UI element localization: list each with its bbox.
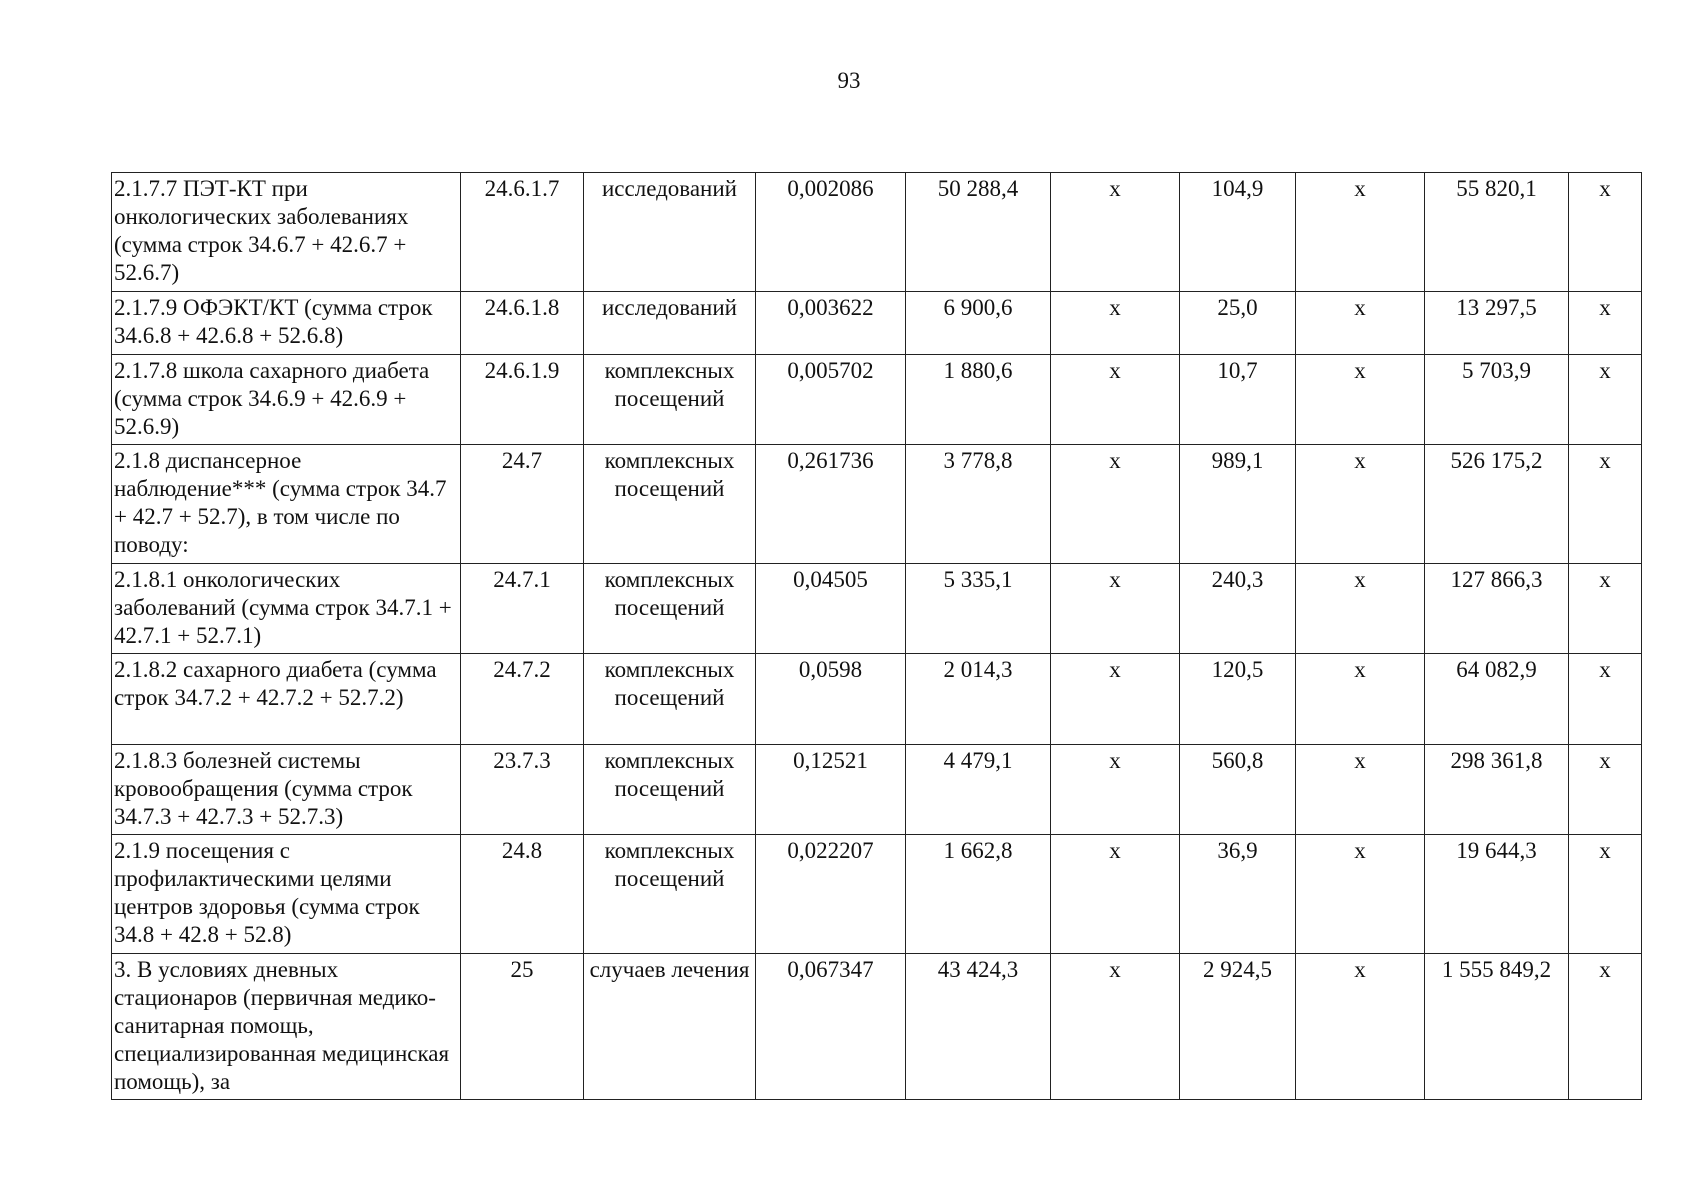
table-row bbox=[112, 292, 1642, 355]
row-value-cell: х bbox=[1296, 355, 1425, 445]
row-unit-cell: исследований bbox=[584, 173, 756, 292]
row-value-cell: 5 703,9 bbox=[1425, 355, 1569, 445]
row-value-cell: х bbox=[1569, 564, 1642, 654]
row-value-cell: 1 662,8 bbox=[906, 835, 1051, 954]
row-unit-cell: комплексных посещений bbox=[584, 745, 756, 835]
table-row bbox=[112, 445, 1642, 564]
row-value-cell: 0,04505 bbox=[756, 564, 906, 654]
row-value-cell: х bbox=[1296, 292, 1425, 355]
row-value-cell: 10,7 bbox=[1180, 355, 1296, 445]
row-value-cell: х bbox=[1296, 954, 1425, 1100]
row-value-cell: 1 880,6 bbox=[906, 355, 1051, 445]
table-row bbox=[112, 355, 1642, 445]
row-name-cell: 2.1.8.1 онкологических заболеваний (сумма строк 34.7.1 + 42.7.1 + 52.7.1) bbox=[112, 564, 461, 654]
row-name-cell: 2.1.8.2 сахарного диабета (сумма строк 34.7.2 + 42.7.2 + 52.7.2) bbox=[112, 654, 461, 745]
page-number: 93 bbox=[837, 68, 861, 93]
row-value-cell: 4 479,1 bbox=[906, 745, 1051, 835]
row-value-cell: х bbox=[1569, 173, 1642, 292]
row-value-cell: 0,002086 bbox=[756, 173, 906, 292]
row-unit-cell: комплексных посещений bbox=[584, 835, 756, 954]
row-code-cell: 25 bbox=[461, 954, 584, 1100]
row-value-cell: 6 900,6 bbox=[906, 292, 1051, 355]
row-value-cell: х bbox=[1051, 355, 1180, 445]
row-value-cell: 0,003622 bbox=[756, 292, 906, 355]
row-value-cell: х bbox=[1051, 173, 1180, 292]
row-value-cell: х bbox=[1569, 355, 1642, 445]
row-value-cell: 36,9 bbox=[1180, 835, 1296, 954]
row-value-cell: х bbox=[1051, 745, 1180, 835]
row-value-cell: х bbox=[1051, 445, 1180, 564]
row-value-cell: х bbox=[1296, 173, 1425, 292]
row-value-cell: 3 778,8 bbox=[906, 445, 1051, 564]
row-unit-cell: комплексных посещений bbox=[584, 654, 756, 745]
row-code-cell: 24.6.1.7 bbox=[461, 173, 584, 292]
table-row bbox=[112, 745, 1642, 835]
row-value-cell: 104,9 bbox=[1180, 173, 1296, 292]
row-value-cell: 50 288,4 bbox=[906, 173, 1051, 292]
row-value-cell: х bbox=[1569, 292, 1642, 355]
row-unit-cell: комплексных посещений bbox=[584, 355, 756, 445]
row-value-cell: 13 297,5 bbox=[1425, 292, 1569, 355]
row-name-cell: 2.1.7.9 ОФЭКТ/КТ (сумма строк 34.6.8 + 42.6.8 + 52.6.8) bbox=[112, 292, 461, 355]
row-value-cell: 2 014,3 bbox=[906, 654, 1051, 745]
row-name-cell: 2.1.9 посещения с профилактическими целями центров здоровья (сумма строк 34.8 + 42.8 + 52.8) bbox=[112, 835, 461, 954]
row-value-cell: х bbox=[1569, 835, 1642, 954]
row-value-cell: х bbox=[1296, 835, 1425, 954]
row-value-cell: х bbox=[1296, 445, 1425, 564]
row-value-cell: х bbox=[1051, 835, 1180, 954]
row-value-cell: х bbox=[1296, 654, 1425, 745]
row-value-cell: 2 924,5 bbox=[1180, 954, 1296, 1100]
row-value-cell: 0,067347 bbox=[756, 954, 906, 1100]
row-code-cell: 24.7.1 bbox=[461, 564, 584, 654]
row-value-cell: 0,0598 bbox=[756, 654, 906, 745]
row-value-cell: 560,8 bbox=[1180, 745, 1296, 835]
row-value-cell: х bbox=[1051, 654, 1180, 745]
row-value-cell: 0,12521 bbox=[756, 745, 906, 835]
row-value-cell: х bbox=[1569, 745, 1642, 835]
row-value-cell: 298 361,8 bbox=[1425, 745, 1569, 835]
row-value-cell: х bbox=[1051, 564, 1180, 654]
data-table bbox=[111, 172, 1642, 1100]
row-value-cell: 240,3 bbox=[1180, 564, 1296, 654]
row-value-cell: 0,261736 bbox=[756, 445, 906, 564]
row-name-cell: 2.1.8.3 болезней системы кровообращения (сумма строк 34.7.3 + 42.7.3 + 52.7.3) bbox=[112, 745, 461, 835]
row-value-cell: х bbox=[1051, 954, 1180, 1100]
row-value-cell: х bbox=[1296, 745, 1425, 835]
row-code-cell: 23.7.3 bbox=[461, 745, 584, 835]
row-value-cell: 127 866,3 bbox=[1425, 564, 1569, 654]
row-value-cell: 5 335,1 bbox=[906, 564, 1051, 654]
row-unit-cell: комплексных посещений bbox=[584, 564, 756, 654]
row-name-cell: 2.1.8 диспансерное наблюдение*** (сумма строк 34.7 + 42.7 + 52.7), в том числе по поводу: bbox=[112, 445, 461, 564]
row-unit-cell: исследований bbox=[584, 292, 756, 355]
row-code-cell: 24.7.2 bbox=[461, 654, 584, 745]
table-row bbox=[112, 835, 1642, 954]
row-value-cell: 64 082,9 bbox=[1425, 654, 1569, 745]
row-value-cell: 25,0 bbox=[1180, 292, 1296, 355]
row-value-cell: х bbox=[1569, 445, 1642, 564]
row-name-cell: 2.1.7.8 школа сахарного диабета (сумма строк 34.6.9 + 42.6.9 + 52.6.9) bbox=[112, 355, 461, 445]
row-code-cell: 24.7 bbox=[461, 445, 584, 564]
table-row bbox=[112, 954, 1642, 1100]
row-value-cell: х bbox=[1296, 564, 1425, 654]
row-value-cell: 55 820,1 bbox=[1425, 173, 1569, 292]
row-value-cell: х bbox=[1569, 954, 1642, 1100]
row-name-cell: 3. В условиях дневных стационаров (первичная медико-санитарная помощь, специализированная медицинская помощь), за bbox=[112, 954, 461, 1100]
row-code-cell: 24.6.1.8 bbox=[461, 292, 584, 355]
row-value-cell: х bbox=[1569, 654, 1642, 745]
row-code-cell: 24.8 bbox=[461, 835, 584, 954]
row-value-cell: 526 175,2 bbox=[1425, 445, 1569, 564]
table-row bbox=[112, 173, 1642, 292]
row-value-cell: 1 555 849,2 bbox=[1425, 954, 1569, 1100]
row-name-cell: 2.1.7.7 ПЭТ-КТ при онкологических заболеваниях (сумма строк 34.6.7 + 42.6.7 + 52.6.7) bbox=[112, 173, 461, 292]
row-value-cell: 43 424,3 bbox=[906, 954, 1051, 1100]
table-body bbox=[112, 173, 1642, 1100]
row-value-cell: 0,022207 bbox=[756, 835, 906, 954]
row-value-cell: 120,5 bbox=[1180, 654, 1296, 745]
row-value-cell: х bbox=[1051, 292, 1180, 355]
row-code-cell: 24.6.1.9 bbox=[461, 355, 584, 445]
row-unit-cell: случаев лечения bbox=[584, 954, 756, 1100]
table-row bbox=[112, 654, 1642, 745]
table-row bbox=[112, 564, 1642, 654]
row-value-cell: 19 644,3 bbox=[1425, 835, 1569, 954]
row-unit-cell: комплексных посещений bbox=[584, 445, 756, 564]
row-value-cell: 989,1 bbox=[1180, 445, 1296, 564]
row-value-cell: 0,005702 bbox=[756, 355, 906, 445]
